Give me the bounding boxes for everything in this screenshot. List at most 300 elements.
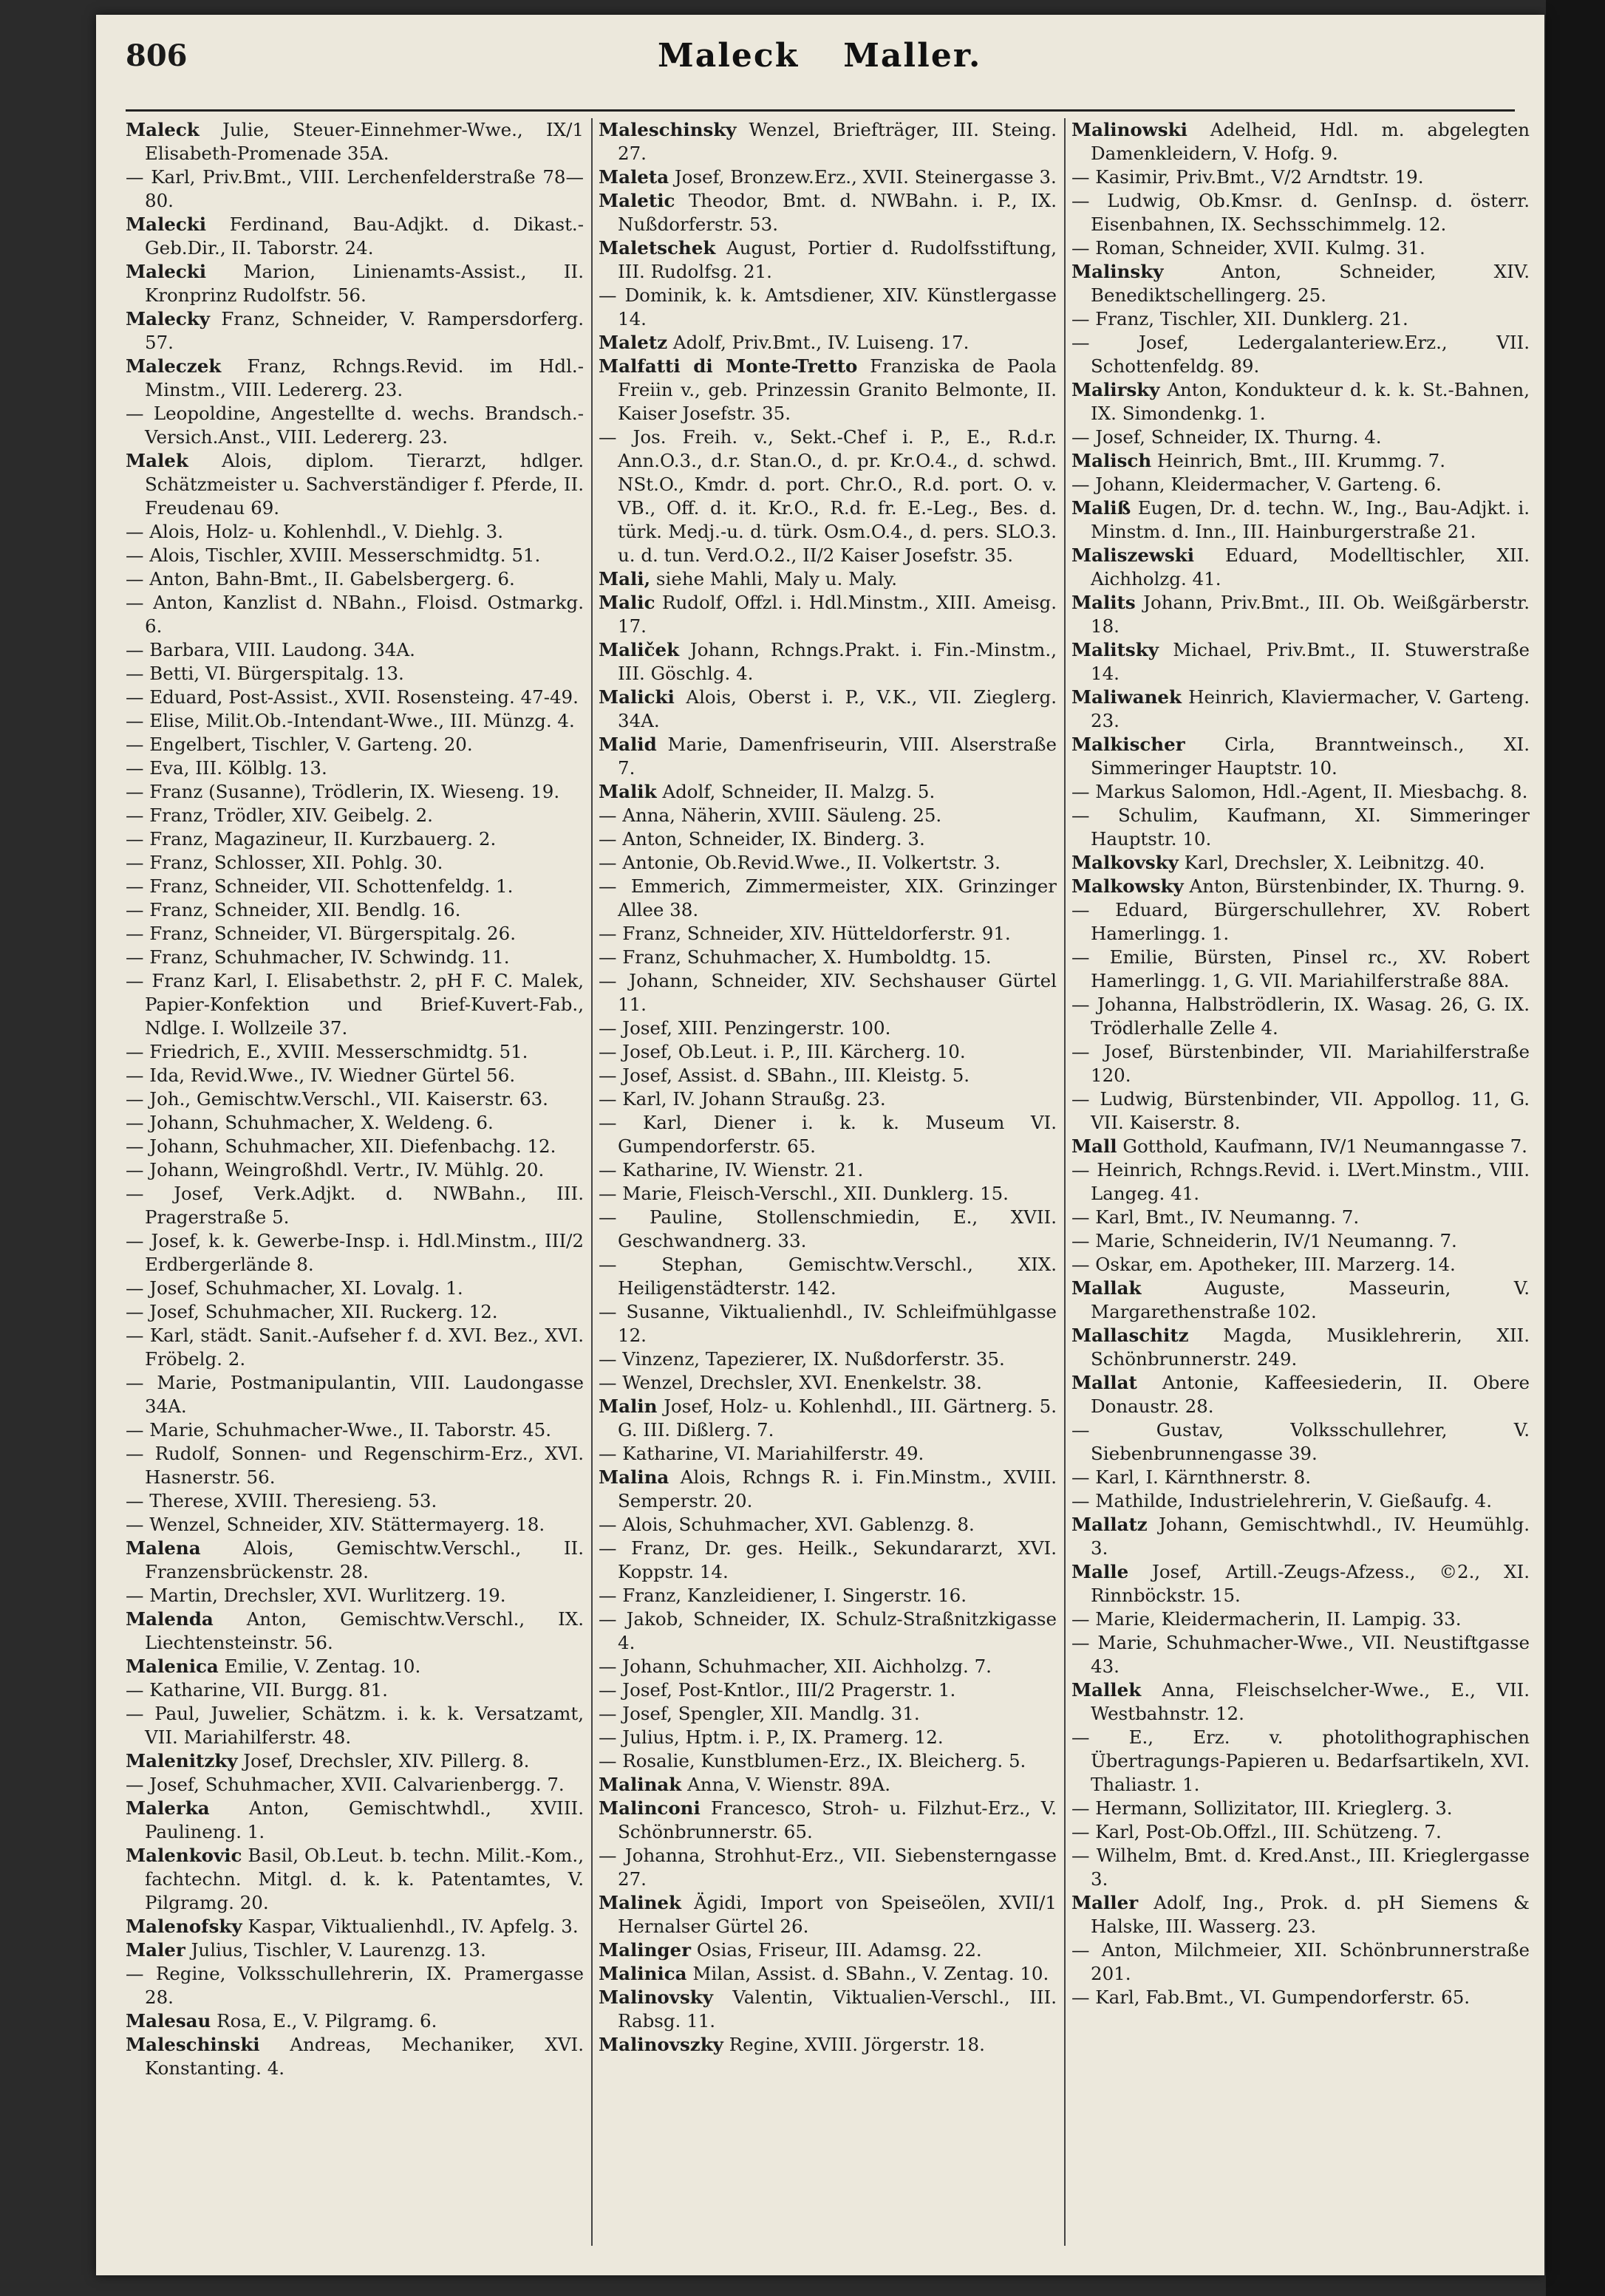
directory-entry	[599, 118, 1057, 165]
directory-entry	[1071, 591, 1530, 638]
entry-surname: Maleschinski	[126, 2034, 260, 2055]
directory-entry	[1071, 1040, 1530, 1087]
entry-text: — Karl, städt. Sanit.-Aufseher f. d. XVI. Bez., XVI. Fröbelg. 2.	[126, 1325, 584, 1370]
entry-text: — Betti, VI. Bürgerspitalg. 13.	[126, 663, 404, 684]
entry-text: — Paul, Juwelier, Schätzm. i. k. k. Versatzamt, VII. Mariahilferstr. 48.	[126, 1703, 584, 1748]
directory-entry	[126, 827, 584, 851]
directory-entry	[1071, 496, 1530, 544]
directory-entry	[1071, 1797, 1530, 1820]
entry-surname: Malecky	[126, 308, 211, 329]
entry-surname: Malin	[599, 1395, 658, 1417]
directory-entry	[1071, 1135, 1530, 1158]
entry-text: — Franz (Susanne), Trödlerin, IX. Wieseng. 19.	[126, 781, 560, 802]
entry-surname: Maliszewski	[1071, 544, 1195, 566]
directory-entry	[599, 1111, 1057, 1158]
entry-text: Eugen, Dr. d. techn. W., Ing., Bau-Adjkt. i. Minstm. d. Inn., III. Hainburgerstraße 21.	[1091, 497, 1530, 542]
entry-text: — Karl, Priv.Bmt., VIII. Lerchenfelderstraße 78—80.	[126, 166, 584, 211]
directory-entry	[1071, 1087, 1530, 1135]
directory-entry	[126, 402, 584, 449]
entry-text: — Leopoldine, Angestellte d. wechs. Brandsch.-Versich.Anst., VIII. Ledererg. 23.	[126, 403, 584, 448]
entry-text: Josef, Artill.-Zeugs-Afzess., ©2., XI. Rinnböckstr. 15.	[1091, 1561, 1530, 1606]
directory-entry	[599, 1017, 1057, 1040]
entry-text: Francesco, Stroh- u. Filzhut-Erz., V. Schönbrunnerstr. 65.	[618, 1797, 1057, 1842]
entry-text: Regine, XVIII. Jörgerstr. 18.	[723, 2034, 985, 2055]
entry-text: — Wenzel, Drechsler, XVI. Enenkelstr. 38.	[599, 1372, 982, 1393]
directory-entry	[599, 331, 1057, 355]
directory-entry	[599, 591, 1057, 638]
entry-text: Adolf, Schneider, II. Malzg. 5.	[656, 781, 936, 802]
entry-text: Johann, Priv.Bmt., III. Ob. Weißgärberstr. 18.	[1091, 592, 1530, 637]
column-1	[126, 118, 584, 2261]
directory-entry	[126, 260, 584, 307]
entry-text: — Josef, k. k. Gewerbe-Insp. i. Hdl.Minstm., III/2 Erdbergerlände 8.	[126, 1230, 584, 1275]
directory-entry	[1071, 898, 1530, 946]
directory-entry	[126, 804, 584, 827]
directory-entry	[126, 1797, 584, 1844]
directory-entry	[1071, 1560, 1530, 1607]
directory-entry	[1071, 1489, 1530, 1513]
entry-text: — Rudolf, Sonnen- und Regenschirm-Erz., XVI. Hasnerstr. 56.	[126, 1443, 584, 1488]
entry-surname: Maleczek	[126, 355, 222, 377]
entry-surname: Malenitzky	[126, 1750, 238, 1771]
directory-entry	[1071, 1513, 1530, 1560]
entry-surname: Malfatti di Monte-Tretto	[599, 355, 858, 377]
directory-entry	[126, 1773, 584, 1797]
directory-entry	[126, 1111, 584, 1135]
entry-text: — Anton, Schneider, IX. Binderg. 3.	[599, 828, 925, 850]
entry-text: — Franz, Dr. ges. Heilk., Sekundararzt, XVI. Koppstr. 14.	[599, 1537, 1057, 1582]
entry-text: — Johann, Schuhmacher, XII. Diefenbachg. 12.	[126, 1135, 556, 1157]
directory-entry	[599, 1513, 1057, 1537]
entry-surname: Malisch	[1071, 450, 1152, 471]
directory-entry	[599, 1040, 1057, 1064]
entry-text: — Johann, Schneider, XIV. Sechshauser Gürtel 11.	[599, 970, 1057, 1015]
directory-entry	[126, 544, 584, 567]
entry-text: — Engelbert, Tischler, V. Garteng. 20.	[126, 734, 473, 755]
directory-entry	[126, 165, 584, 213]
entry-text: — Vinzenz, Tapezierer, IX. Nußdorferstr. 35.	[599, 1348, 1005, 1370]
entry-text: — Josef, Verk.Adjkt. d. NWBahn., III. Pragerstraße 5.	[126, 1183, 584, 1228]
entry-text: — Josef, Schuhmacher, XI. Lovalg. 1.	[126, 1277, 463, 1299]
entry-surname: Maleck	[126, 119, 200, 140]
entry-text: — Josef, Ledergalanteriew.Erz., VII. Schottenfeldg. 89.	[1071, 332, 1530, 377]
entry-text: — Emilie, Bürsten, Pinsel rc., XV. Robert Hamerlingg. 1, G. VII. Mariahilferstraße 88A.	[1071, 946, 1530, 991]
directory-entry	[126, 1749, 584, 1773]
entry-text: — Karl, Bmt., IV. Neumanng. 7.	[1071, 1206, 1360, 1228]
entry-surname: Mallaschitz	[1071, 1325, 1189, 1346]
entry-text: — Marie, Schneiderin, IV/1 Neumanng. 7.	[1071, 1230, 1457, 1251]
entry-surname: Maliß	[1071, 497, 1131, 519]
entry-text: — Josef, Schneider, IX. Thurng. 4.	[1071, 426, 1382, 448]
directory-entry	[126, 780, 584, 804]
directory-entry	[126, 733, 584, 756]
directory-entry	[599, 1702, 1057, 1726]
entry-text: — Josef, Ob.Leut. i. P., III. Kärcherg. 10.	[599, 1041, 966, 1062]
entry-surname: Mallatz	[1071, 1514, 1148, 1535]
entry-surname: Malek	[126, 450, 188, 471]
directory-entry	[599, 567, 1057, 591]
header-rule	[126, 109, 1515, 112]
entry-text: — Johann, Kleidermacher, V. Garteng. 6.	[1071, 474, 1442, 495]
directory-entry	[1071, 1418, 1530, 1466]
directory-entry	[1071, 1631, 1530, 1678]
entry-text: — Franz, Schneider, VI. Bürgerspitalg. 26.	[126, 923, 516, 944]
entry-text: — Therese, XVIII. Theresieng. 53.	[126, 1490, 437, 1511]
entry-text: — Franz, Kanzleidiener, I. Singerstr. 16.	[599, 1585, 967, 1606]
entry-surname: Mall	[1071, 1135, 1117, 1157]
entry-text: — Stephan, Gemischtw.Verschl., XIX. Heiligenstädterstr. 142.	[599, 1254, 1057, 1299]
directory-entry	[126, 638, 584, 662]
entry-text: Ägidi, Import von Speiseölen, XVII/1 Hernalser Gürtel 26.	[618, 1892, 1057, 1937]
entry-surname: Malina	[599, 1466, 669, 1488]
directory-entry	[126, 567, 584, 591]
entry-text: Franziska de Paola Freiin v., geb. Prinzessin Granito Belmonte, II. Kaiser Josefstr. 35.	[618, 355, 1057, 424]
directory-entry	[126, 2009, 584, 2033]
entry-surname: Malik	[599, 781, 657, 802]
entry-text: Julius, Tischler, V. Laurenzg. 13.	[185, 1939, 486, 1961]
entry-text: — Marie, Postmanipulantin, VIII. Laudongasse 34A.	[126, 1372, 584, 1417]
entry-text: — Marie, Schuhmacher-Wwe., VII. Neustiftgasse 43.	[1071, 1632, 1530, 1677]
entry-text: — Franz, Tischler, XII. Dunklerg. 21.	[1071, 308, 1408, 329]
entry-surname: Malinconi	[599, 1797, 701, 1819]
entry-text: — Anton, Kanzlist d. NBahn., Floisd. Ostmarkg. 6.	[126, 592, 584, 637]
directory-entry	[599, 1466, 1057, 1513]
entry-text: — Johanna, Halbströdlerin, IX. Wasag. 26, G. IX. Trödlerhalle Zelle 4.	[1071, 994, 1530, 1039]
entry-text: — Heinrich, Rchngs.Revid. i. LVert.Minstm., VIII. Langeg. 41.	[1071, 1159, 1530, 1204]
directory-entry	[1071, 544, 1530, 591]
entry-text: — Jos. Freih. v., Sekt.-Chef i. P., E., R.d.r. Ann.O.3., d.r. Stan.O., d. pr. Kr.O.4., d. schwd. NSt.O., Kmdr. d. port. Chr.O., R.d. port. O. v. VB., Off. d. it. Kr.O., R.d. fr. E.-Leg., Bes. d. türk. Medj.-u. d. türk. Osm.O.4., d. pers. SLO.3. u. d. tun. Verd.O.2., II/2 Kaiser Josefstr. 35.	[599, 426, 1057, 566]
directory-entry	[126, 1182, 584, 1229]
entry-text: Magda, Musiklehrerin, XII. Schönbrunnerstr. 249.	[1091, 1325, 1530, 1370]
directory-entry	[126, 686, 584, 709]
entry-surname: Malecki	[126, 261, 207, 282]
directory-entry	[1071, 1466, 1530, 1489]
entry-text: Anton, Gemischtw.Verschl., IX. Liechtensteinstr. 56.	[145, 1608, 584, 1653]
directory-entry	[599, 1607, 1057, 1655]
entry-text: Alois, diplom. Tierarzt, hdlger. Schätzmeister u. Sachverständiger f. Pferde, II. Freudenau 69.	[145, 450, 584, 519]
entry-text: — Franz, Schlosser, XII. Pohlg. 30.	[126, 852, 443, 873]
entry-text: Anton, Bürstenbinder, IX. Thurng. 9.	[1183, 875, 1525, 897]
directory-entry	[1071, 189, 1530, 236]
entry-text: — Johann, Schuhmacher, X. Weldeng. 6.	[126, 1112, 494, 1133]
directory-entry	[126, 756, 584, 780]
entry-text: Julie, Steuer-Einnehmer-Wwe., IX/1 Elisabeth-Promenade 35A.	[145, 119, 584, 164]
running-head-right: Maller.	[843, 37, 982, 75]
entry-text: — Alois, Holz- u. Kohlenhdl., V. Diehlg. 3.	[126, 521, 503, 542]
entry-text: Antonie, Kaffeesiederin, II. Obere Donaustr. 28.	[1091, 1372, 1530, 1417]
directory-entry	[599, 1206, 1057, 1253]
directory-entry	[126, 1418, 584, 1442]
entry-text: — Katharine, VI. Mariahilferstr. 49.	[599, 1443, 924, 1464]
entry-text: — Karl, IV. Johann Straußg. 23.	[599, 1088, 886, 1110]
directory-entry	[1071, 260, 1530, 307]
entry-surname: Maliček	[599, 639, 680, 660]
entry-surname: Malenda	[126, 1608, 214, 1630]
directory-entry	[126, 1513, 584, 1537]
entry-surname: Malenica	[126, 1656, 219, 1677]
directory-entry	[1071, 946, 1530, 993]
entry-text: Johann, Gemischtwhdl., IV. Heumühlg. 3.	[1091, 1514, 1530, 1559]
entry-text: Rosa, E., V. Pilgramg. 6.	[211, 2010, 437, 2032]
directory-entry	[126, 1040, 584, 1064]
entry-text: Kaspar, Viktualienhdl., IV. Apfelg. 3.	[242, 1916, 579, 1937]
directory-entry	[126, 709, 584, 733]
entry-surname: Maleschinsky	[599, 119, 737, 140]
directory-entry	[126, 118, 584, 165]
entry-text: — Gustav, Volksschullehrer, V. Siebenbrunnengasse 39.	[1071, 1419, 1530, 1464]
entry-text: Karl, Drechsler, X. Leibnitzg. 40.	[1178, 852, 1485, 873]
entry-surname: Maller	[1071, 1892, 1139, 1913]
directory-entry	[126, 591, 584, 638]
entry-text: Wenzel, Briefträger, III. Steing. 27.	[618, 119, 1057, 164]
directory-entry	[1071, 1158, 1530, 1206]
directory-entry	[126, 969, 584, 1040]
directory-entry	[599, 426, 1057, 567]
entry-surname: Malinovsky	[599, 1986, 714, 2008]
directory-entry	[1071, 804, 1530, 851]
directory-entry	[599, 1347, 1057, 1371]
directory-entry	[599, 189, 1057, 236]
entry-text: — Wilhelm, Bmt. d. Kred.Anst., III. Krieglergasse 3.	[1071, 1845, 1530, 1890]
entry-text: — Marie, Kleidermacherin, II. Lampig. 33.	[1071, 1608, 1462, 1630]
entry-text: — Kasimir, Priv.Bmt., V/2 Arndtstr. 19.	[1071, 166, 1424, 188]
entry-text: Anna, V. Wienstr. 89A.	[681, 1774, 891, 1795]
directory-entry	[599, 969, 1057, 1017]
entry-surname: Maliwanek	[1071, 686, 1182, 708]
directory-entry	[599, 1371, 1057, 1395]
directory-entry	[599, 355, 1057, 426]
directory-entry	[126, 1229, 584, 1277]
entry-text: — Mathilde, Industrielehrerin, V. Gießaufg. 4.	[1071, 1490, 1492, 1511]
entry-text: — Josef, Spengler, XII. Mandlg. 31.	[599, 1703, 920, 1724]
entry-text: — Katharine, VII. Burgg. 81.	[126, 1679, 388, 1701]
directory-entry	[1071, 1844, 1530, 1891]
directory-entry	[126, 1489, 584, 1513]
entry-text: — Karl, Fab.Bmt., VI. Gumpendorferstr. 65.	[1071, 1986, 1471, 2008]
directory-entry	[1071, 1938, 1530, 1986]
entry-text: — Franz, Magazineur, II. Kurzbauerg. 2.	[126, 828, 497, 850]
entry-text: Anton, Gemischtwhdl., XVIII. Paulineng. 1.	[145, 1797, 584, 1842]
directory-entry	[1071, 1820, 1530, 1844]
entry-surname: Malinger	[599, 1939, 692, 1961]
directory-entry	[1071, 1324, 1530, 1371]
directory-entry	[599, 1797, 1057, 1844]
directory-entry	[126, 1678, 584, 1702]
directory-entry	[599, 1678, 1057, 1702]
entry-text: Ferdinand, Bau-Adjkt. d. Dikast.-Geb.Dir., II. Taborstr. 24.	[145, 213, 584, 259]
entry-text: Adelheid, Hdl. m. abgelegten Damenkleidern, V. Hofg. 9.	[1091, 119, 1530, 164]
entry-text: — Katharine, IV. Wienstr. 21.	[599, 1159, 864, 1181]
entry-text: — Oskar, em. Apotheker, III. Marzerg. 14.	[1071, 1254, 1456, 1275]
directory-entry	[126, 898, 584, 922]
directory-entry	[126, 1324, 584, 1371]
directory-entry	[126, 1655, 584, 1678]
entry-text: — Franz, Schuhmacher, IV. Schwindg. 11.	[126, 946, 510, 968]
entry-text: Adolf, Ing., Prok. d. pH Siemens & Halske, III. Wasserg. 23.	[1091, 1892, 1530, 1937]
entry-text: Auguste, Masseurin, V. Margarethenstraße 102.	[1091, 1277, 1530, 1322]
column-divider	[1064, 118, 1066, 2246]
entry-text: Heinrich, Klaviermacher, V. Garteng. 23.	[1091, 686, 1530, 731]
entry-text: — Marie, Fleisch-Verschl., XII. Dunklerg. 15.	[599, 1183, 1009, 1204]
entry-surname: Mallek	[1071, 1679, 1142, 1701]
directory-entry	[1071, 1206, 1530, 1229]
entry-text: — Franz, Schneider, VII. Schottenfeldg. 1.	[126, 875, 514, 897]
entry-surname: Malesau	[126, 2010, 211, 2032]
directory-entry	[599, 827, 1057, 851]
entry-text: — Eduard, Bürgerschullehrer, XV. Robert Hamerlingg. 1.	[1071, 899, 1530, 944]
directory-entry	[599, 1655, 1057, 1678]
entry-text: Andreas, Mechaniker, XVI. Konstanting. 4.	[145, 2034, 584, 2079]
entry-text: — Julius, Hptm. i. P., IX. Pramerg. 12.	[599, 1726, 944, 1748]
directory-entry	[599, 1584, 1057, 1607]
entry-text: — Josef, Schuhmacher, XVII. Calvarienbergg. 7.	[126, 1774, 565, 1795]
directory-entry	[126, 1915, 584, 1938]
entry-surname: Maletz	[599, 332, 668, 353]
column-2	[599, 118, 1057, 2261]
directory-entry	[599, 1158, 1057, 1182]
entry-text: — Pauline, Stollenschmiedin, E., XVII. Geschwandnerg. 33.	[599, 1206, 1057, 1251]
directory-entry	[599, 946, 1057, 969]
entry-text: Michael, Priv.Bmt., II. Stuwerstraße 14.	[1091, 639, 1530, 684]
entry-text: — Josef, Assist. d. SBahn., III. Kleistg. 5.	[599, 1065, 970, 1086]
entry-text: — Johanna, Strohhut-Erz., VII. Siebensterngasse 27.	[599, 1845, 1057, 1890]
entry-text: — Alois, Schuhmacher, XVI. Gablenzg. 8.	[599, 1514, 975, 1535]
entry-text: — Elise, Milit.Ob.-Intendant-Wwe., III. Münzg. 4.	[126, 710, 575, 731]
entry-text: — Antonie, Ob.Revid.Wwe., II. Volkertstr. 3.	[599, 852, 1001, 873]
entry-text: Alois, Gemischtw.Verschl., II. Franzensbrückenstr. 28.	[145, 1537, 584, 1582]
directory-entry	[599, 1182, 1057, 1206]
entry-text: — Franz, Schneider, XII. Bendlg. 16.	[126, 899, 461, 920]
entry-text: Marie, Damenfriseurin, VIII. Alserstraße 7.	[618, 734, 1057, 779]
directory-entry	[599, 851, 1057, 875]
entry-surname: Mali,	[599, 568, 651, 590]
entry-surname: Maletschek	[599, 237, 716, 259]
entry-text: — Karl, Diener i. k. k. Museum VI. Gumpendorferstr. 65.	[599, 1112, 1057, 1157]
directory-entry	[126, 1158, 584, 1182]
entry-text: — Martin, Drechsler, XVI. Wurlitzerg. 19.	[126, 1585, 506, 1606]
entry-text: Heinrich, Bmt., III. Krummg. 7.	[1151, 450, 1445, 471]
entry-text: — Joh., Gemischtw.Verschl., VII. Kaiserstr. 63.	[126, 1088, 548, 1110]
directory-entry	[1071, 1277, 1530, 1324]
directory-entry	[599, 1962, 1057, 1986]
column-divider	[591, 118, 593, 2246]
directory-entry	[1071, 875, 1530, 898]
directory-entry	[126, 520, 584, 544]
entry-surname: Malinak	[599, 1774, 682, 1795]
entry-text: — Anna, Näherin, XVIII. Säuleng. 25.	[599, 804, 942, 826]
entry-text: — E., Erz. v. photolithographischen Übertragungs-Papieren u. Bedarfsartikeln, XVI. Thaliastr. 1.	[1071, 1726, 1530, 1795]
entry-text: — Franz, Schneider, XIV. Hütteldorferstr. 91.	[599, 923, 1011, 944]
directory-entry	[1071, 378, 1530, 426]
entry-text: — Roman, Schneider, XVII. Kulmg. 31.	[1071, 237, 1425, 259]
directory-entry	[599, 1442, 1057, 1466]
entry-text: Josef, Holz- u. Kohlenhdl., III. Gärtnerg. 5. G. III. Dißlerg. 7.	[618, 1395, 1057, 1441]
entry-text: Alois, Oberst i. P., V.K., VII. Zieglerg. 34A.	[618, 686, 1057, 731]
directory-entry	[599, 1844, 1057, 1891]
directory-entry	[1071, 236, 1530, 260]
directory-entry	[1071, 851, 1530, 875]
directory-entry	[599, 1253, 1057, 1300]
entry-text: Josef, Drechsler, XIV. Pillerg. 8.	[237, 1750, 530, 1771]
directory-entry	[599, 875, 1057, 922]
entry-text: — Franz, Trödler, XIV. Geibelg. 2.	[126, 804, 433, 826]
entry-text: Franz, Rchngs.Revid. im Hdl.-Minstm., VIII. Ledererg. 23.	[145, 355, 584, 400]
entry-surname: Malkischer	[1071, 734, 1185, 755]
scan-edge	[1546, 0, 1605, 2296]
directory-entry	[126, 1442, 584, 1489]
entry-text: — Regine, Volksschullehrerin, IX. Pramergasse 28.	[126, 1963, 584, 2008]
entry-surname: Malinowski	[1071, 119, 1187, 140]
entry-surname: Malkovsky	[1071, 852, 1179, 873]
entry-text: — Markus Salomon, Hdl.-Agent, II. Miesbachg. 8.	[1071, 781, 1528, 802]
directory-entry	[1071, 1371, 1530, 1418]
entry-text: — Josef, Schuhmacher, XII. Ruckerg. 12.	[126, 1301, 498, 1322]
running-head-left: Maleck	[658, 37, 800, 75]
directory-entry	[126, 1277, 584, 1300]
entry-surname: Malirsky	[1071, 379, 1160, 400]
entry-surname: Malecki	[126, 213, 207, 235]
entry-text: — Emmerich, Zimmermeister, XIX. Grinzinger Allee 38.	[599, 875, 1057, 920]
directory-page	[96, 15, 1544, 2275]
entry-surname: Malinica	[599, 1963, 687, 1984]
entry-surname: Malenkovic	[126, 1845, 242, 1866]
entry-text: — Jakob, Schneider, IX. Schulz-Straßnitzkigasse 4.	[599, 1608, 1057, 1653]
directory-entry	[126, 1300, 584, 1324]
entry-surname: Malinek	[599, 1892, 681, 1913]
entry-text: Johann, Rchngs.Prakt. i. Fin.-Minstm., III. Göschlg. 4.	[618, 639, 1057, 684]
entry-text: — Franz, Schuhmacher, X. Humboldtg. 15.	[599, 946, 992, 968]
entry-text: — Franz Karl, I. Elisabethstr. 2, pH F. C. Malek, Papier-Konfektion und Brief-Kuvert-Fab., Ndlge. I. Wollzeile 37.	[126, 970, 584, 1039]
entry-text: — Ludwig, Ob.Kmsr. d. GenInsp. d. österr. Eisenbahnen, IX. Sechsschimmelg. 12.	[1071, 190, 1530, 235]
entry-text: Osias, Friseur, III. Adamsg. 22.	[691, 1939, 982, 1961]
directory-entry	[599, 686, 1057, 733]
entry-text: — Dominik, k. k. Amtsdiener, XIV. Künstlergasse 14.	[599, 284, 1057, 329]
running-head	[658, 37, 1026, 75]
directory-entry	[1071, 1986, 1530, 2009]
entry-text: Cirla, Branntweinsch., XI. Simmeringer Hauptstr. 10.	[1091, 734, 1530, 779]
directory-entry	[126, 449, 584, 520]
directory-entry	[599, 165, 1057, 189]
entry-text: — Schulim, Kaufmann, XI. Simmeringer Hauptstr. 10.	[1071, 804, 1530, 850]
entry-text: — Karl, Post-Ob.Offzl., III. Schützeng. 7.	[1071, 1821, 1442, 1842]
entry-surname: Malkowsky	[1071, 875, 1184, 897]
entry-text: Basil, Ob.Leut. b. techn. Milit.-Kom., fachtechn. Mitgl. d. k. k. Patentamtes, V. Pilgramg. 20.	[145, 1845, 584, 1913]
entry-text: — Ludwig, Bürstenbinder, VII. Appollog. 11, G. VII. Kaiserstr. 8.	[1071, 1088, 1530, 1133]
directory-entry	[1071, 473, 1530, 496]
entry-surname: Malinsky	[1071, 261, 1164, 282]
directory-entry	[126, 946, 584, 969]
entry-text: — Ida, Revid.Wwe., IV. Wiedner Gürtel 56.	[126, 1065, 516, 1086]
directory-entry	[1071, 733, 1530, 780]
entry-text: Rudolf, Offzl. i. Hdl.Minstm., XIII. Ameisg. 17.	[618, 592, 1057, 637]
entry-text: Anton, Kondukteur d. k. k. St.-Bahnen, IX. Simondenkg. 1.	[1091, 379, 1530, 424]
entry-text: — Susanne, Viktualienhdl., IV. Schleifmühlgasse 12.	[599, 1301, 1057, 1346]
entry-text: — Johann, Weingroßhdl. Vertr., IV. Mühlg. 20.	[126, 1159, 545, 1181]
entry-text: — Eduard, Post-Assist., XVII. Rosensteing. 47-49.	[126, 686, 579, 708]
entry-text: siehe Mahli, Maly u. Maly.	[650, 568, 898, 590]
directory-entry	[599, 236, 1057, 284]
entry-text: — Anton, Milchmeier, XII. Schönbrunnerstraße 201.	[1071, 1939, 1530, 1984]
directory-entry	[599, 2033, 1057, 2057]
directory-entry	[599, 1938, 1057, 1962]
directory-entry	[599, 1537, 1057, 1584]
entry-text: — Barbara, VIII. Laudong. 34A.	[126, 639, 415, 660]
entry-text: Gotthold, Kaufmann, IV/1 Neumanngasse 7.	[1117, 1135, 1527, 1157]
entry-text: Marion, Linienamts-Assist., II. Kronprinz Rudolfstr. 56.	[145, 261, 584, 306]
directory-entry	[1071, 686, 1530, 733]
entry-text: — Wenzel, Schneider, XIV. Stättermayerg. 18.	[126, 1514, 545, 1535]
entry-text: — Eva, III. Kölblg. 13.	[126, 757, 327, 779]
